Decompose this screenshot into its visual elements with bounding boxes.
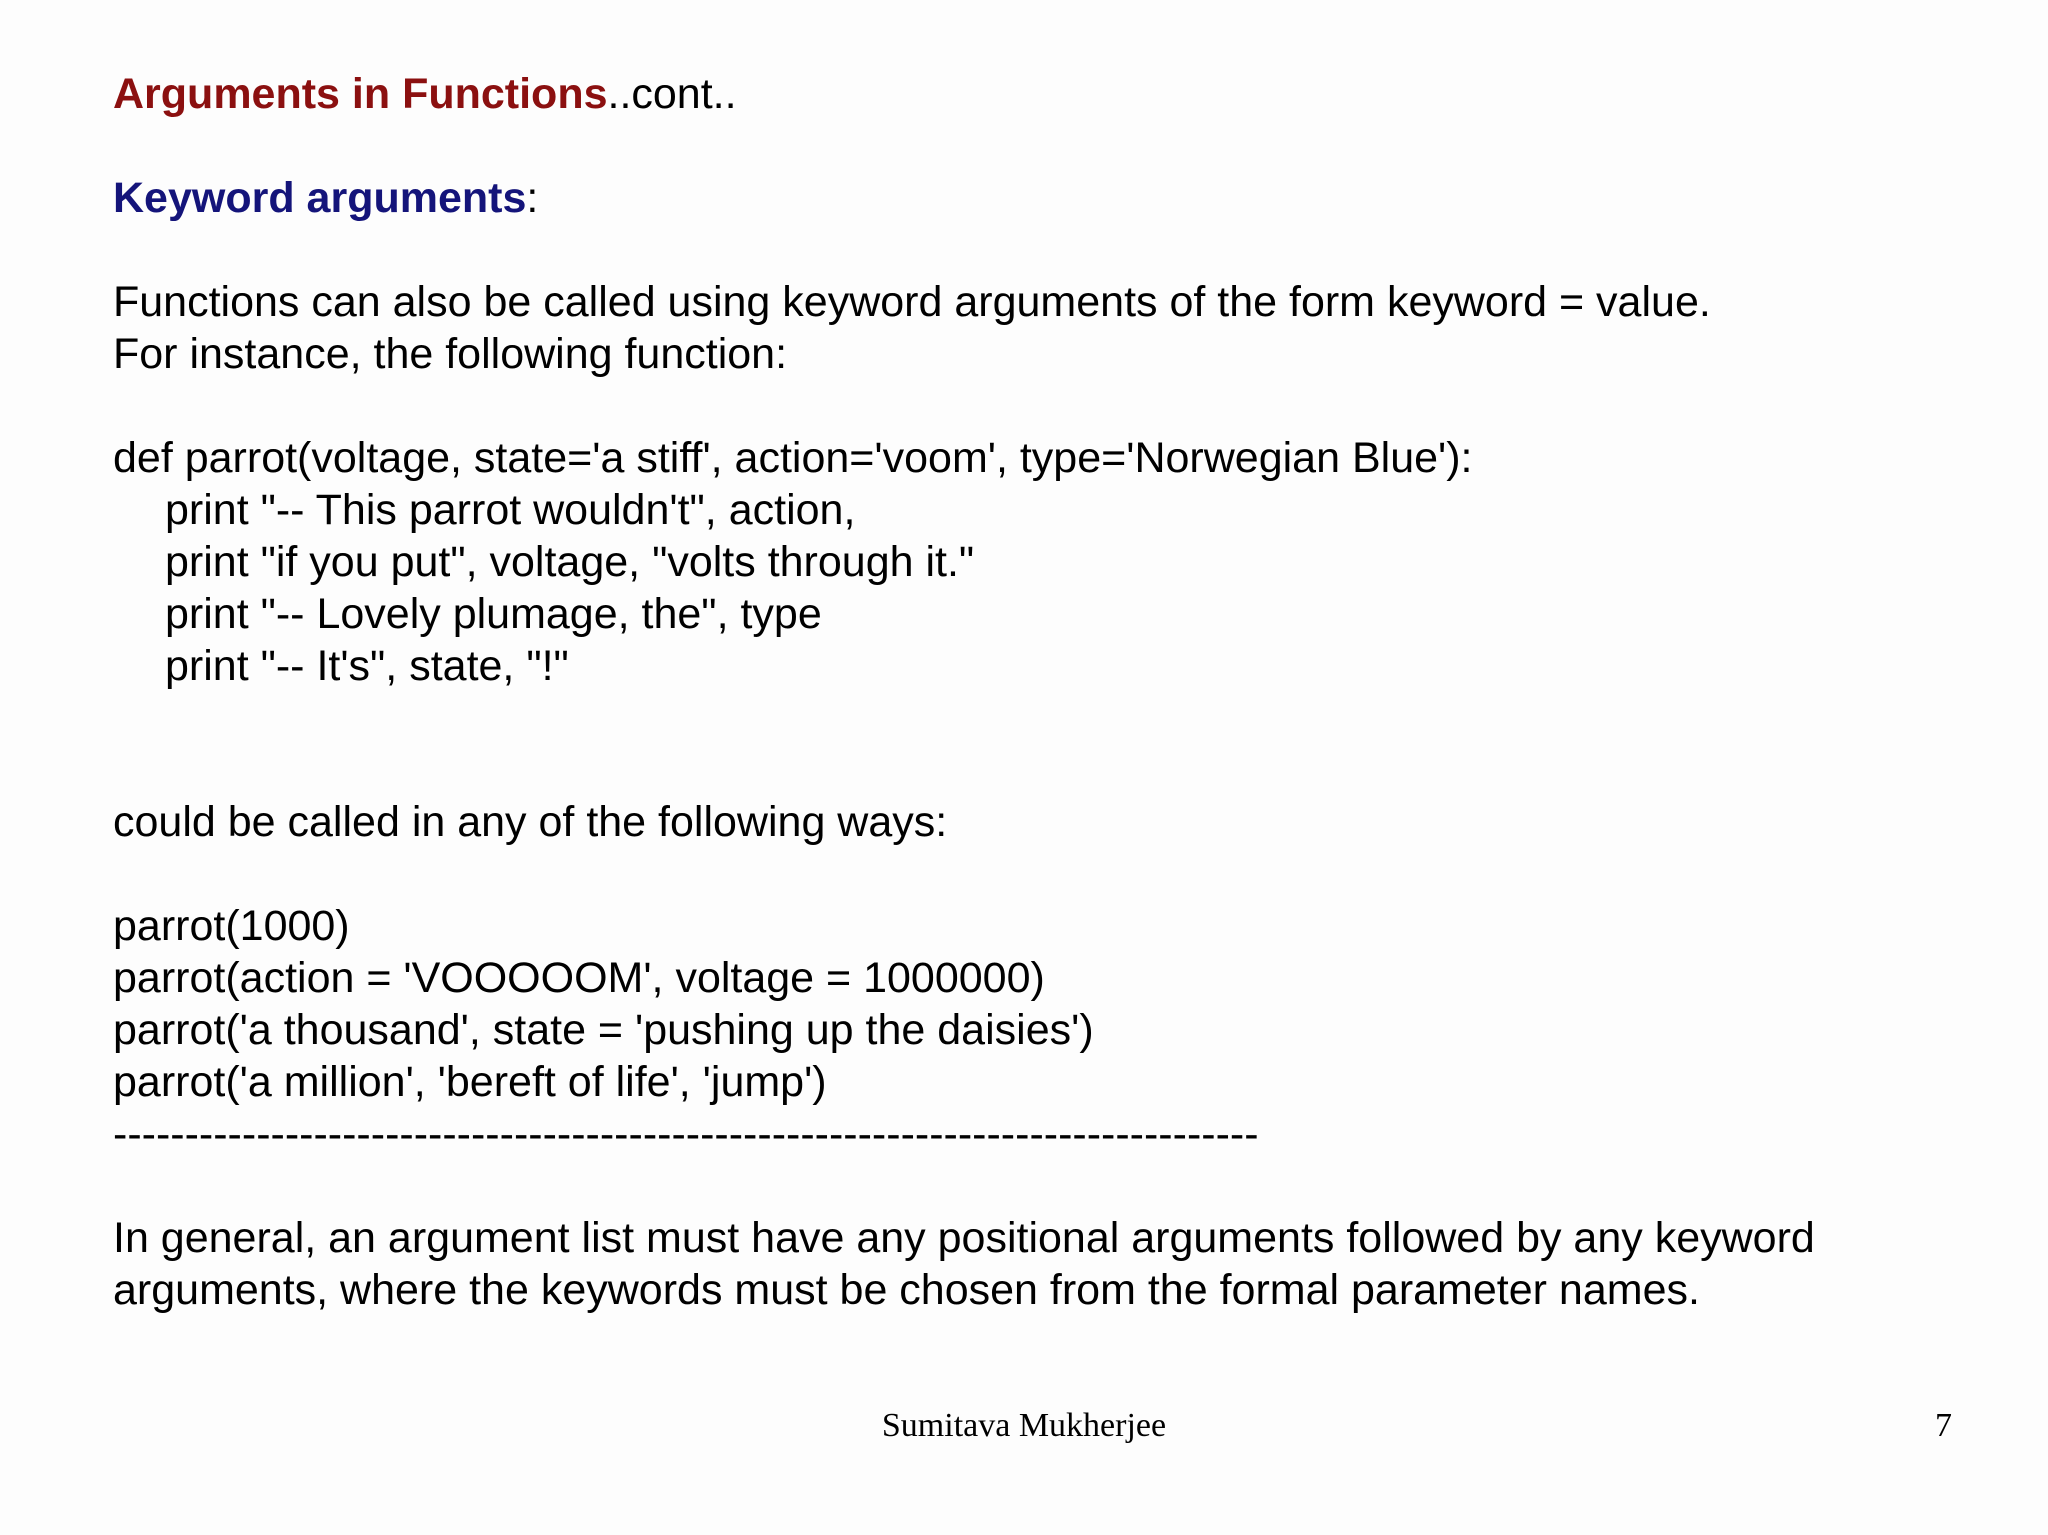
title-suffix: ..cont.. [607,70,737,118]
section-heading [113,172,1993,224]
code-def-line: def parrot(voltage, state='a stiff', action='voom', type='Norwegian Blue'): [113,434,1473,482]
call-example-1: parrot(1000) [113,902,350,950]
spacer [113,224,1993,276]
spacer [113,1160,1993,1212]
spacer [113,848,1993,900]
slide-title [113,68,1993,120]
spacer [113,120,1993,172]
section-heading-suffix: : [526,174,539,222]
page-number: 7 [1935,1407,1952,1444]
code-body-line-1: print "-- This parrot wouldn't", action, [165,486,856,534]
call-example-3: parrot('a thousand', state = 'pushing up the daisies') [113,1006,1094,1054]
code-body-line-3: print "-- Lovely plumage, the", type [165,590,822,638]
slide-content [113,68,1993,1316]
call-example-2: parrot(action = 'VOOOOOM', voltage = 1000000) [113,954,1045,1002]
intro-line-2: For instance, the following function: [113,330,788,378]
spacer [113,380,1993,432]
conclusion-line-1: In general, an argument list must have any positional arguments followed by any keyword [113,1214,1815,1262]
title-bold-text: Arguments in Functions [113,70,608,118]
separator-line: -------------------------------------------------------------------------------- [113,1110,1259,1158]
conclusion-line-2: arguments, where the keywords must be chosen from the formal parameter names. [113,1266,1700,1314]
spacer [113,692,1993,796]
code-body-line-4: print "-- It's", state, "!" [165,642,569,690]
calls-intro: could be called in any of the following ways: [113,798,948,846]
call-example-4: parrot('a million', 'bereft of life', 'jump') [113,1058,827,1106]
intro-line-1: Functions can also be called using keyword arguments of the form keyword = value. [113,278,1711,326]
code-body-line-2: print "if you put", voltage, "volts through it." [165,538,975,586]
footer-author: Sumitava Mukherjee [881,1407,1167,1444]
section-heading-bold: Keyword arguments [113,174,527,222]
